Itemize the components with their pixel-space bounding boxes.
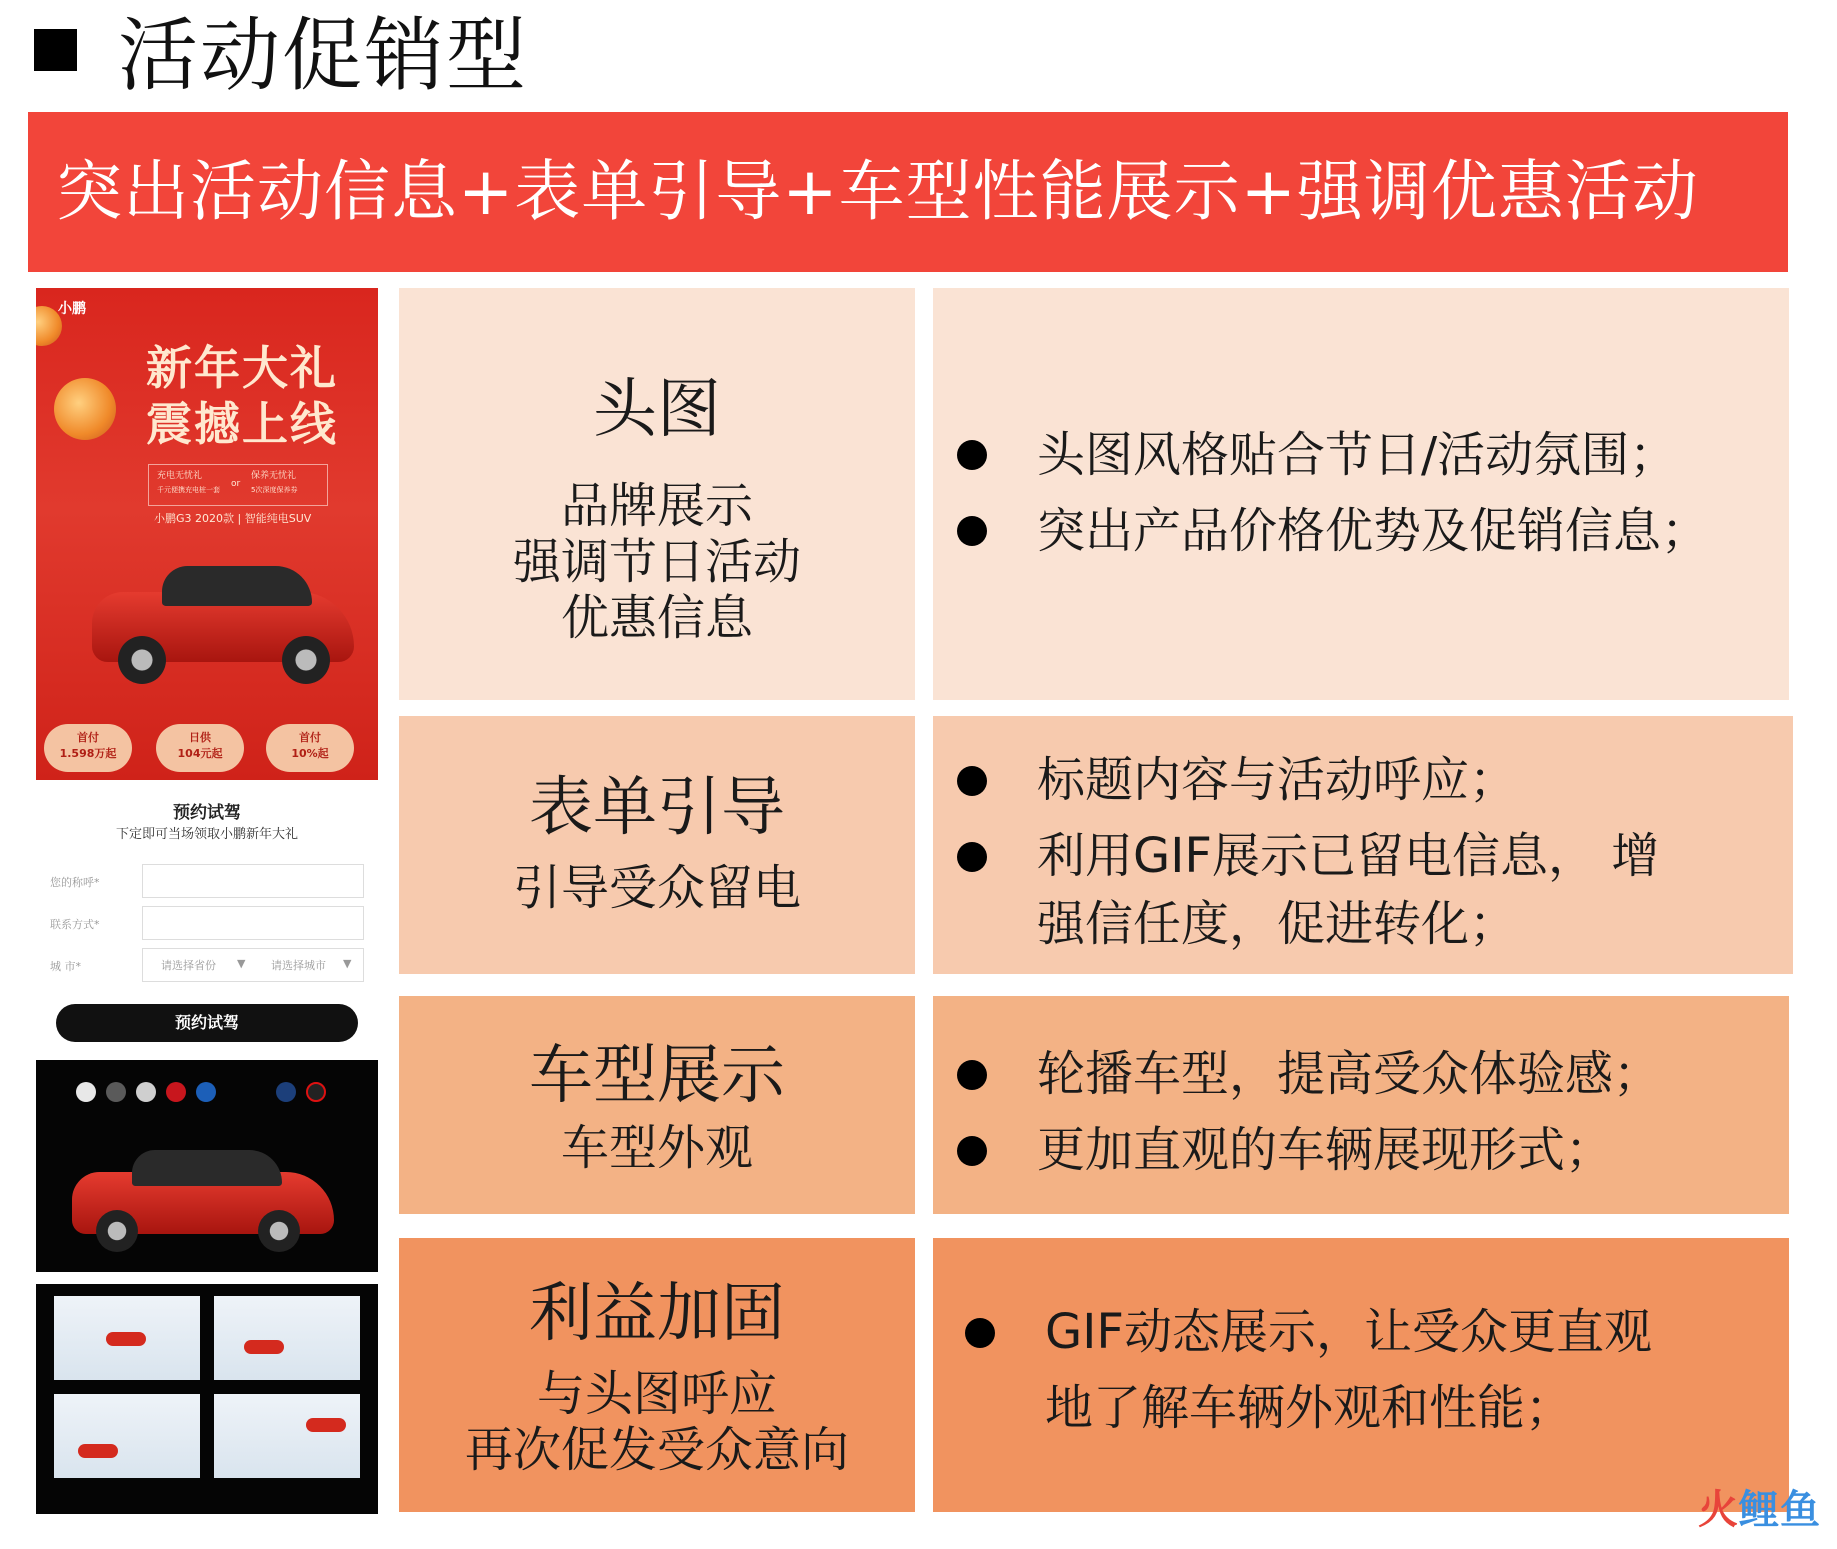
row-headimage-desc-cell (933, 288, 1789, 700)
bullet-text-continued: 地了解车辆外观和性能； (1045, 1380, 1574, 1436)
name-label: 您的称呼* (50, 876, 100, 889)
chevron-down-icon: ▼ (237, 957, 246, 970)
city-selects (142, 948, 364, 982)
bullet-dot-icon (957, 440, 987, 470)
form-subtitle: 下定即可当场领取小鹏新年大礼 (115, 827, 298, 842)
row-form-desc-cell (933, 716, 1793, 974)
city-select[interactable]: 请选择城市 (271, 959, 326, 972)
offer-left (157, 469, 220, 497)
bullet-dot-icon (957, 516, 987, 546)
lantern-icon (54, 378, 116, 440)
poster-model-text: 小鹏G3 2020款 | 智能纯电SUV (154, 512, 312, 525)
brand-logo: 小鹏 (58, 301, 86, 317)
row-model-label-cell (399, 996, 915, 1214)
feature-thumb (54, 1296, 200, 1380)
offer-pill (44, 724, 132, 772)
bullet-text: GIF动态展示，让受众更直观 (1045, 1304, 1652, 1360)
row-subtitle: 优惠信息 (560, 590, 753, 646)
color-swatch[interactable] (276, 1082, 296, 1102)
poster-offers (148, 464, 328, 506)
feature-thumb (214, 1296, 360, 1380)
color-swatch[interactable] (106, 1082, 126, 1102)
row-subtitle: 品牌展示 (560, 478, 753, 534)
city-label: 城 市* (50, 960, 81, 973)
row-headimage-label-cell (399, 288, 915, 700)
color-swatch[interactable] (76, 1082, 96, 1102)
poster-headline (146, 340, 338, 452)
row-model-desc-cell (933, 996, 1789, 1214)
form-title: 预约试驾 (173, 803, 241, 823)
title-bullet-square (34, 29, 77, 71)
color-swatch[interactable] (196, 1082, 216, 1102)
test-drive-button[interactable]: 预约试驾 (56, 1004, 358, 1042)
bullet-dot-icon (957, 766, 987, 796)
car-image (92, 556, 362, 686)
landing-page-mockup (36, 288, 378, 1514)
row-subtitle: 与头图呼应 (536, 1366, 777, 1422)
offer-left-title: 充电无忧礼 (157, 471, 203, 481)
bullet-text: 头图风格贴合节日/活动氛围； (1037, 427, 1678, 483)
phone-label: 联系方式* (50, 918, 100, 931)
row-form-label-cell (399, 716, 915, 974)
offer-pill (156, 724, 244, 772)
province-select[interactable]: 请选择省份 (161, 959, 216, 972)
row-benefit-label-cell (399, 1238, 915, 1512)
row-subtitle: 强调节日活动 (512, 534, 801, 590)
offer-left-sub: 千元便携充电桩一套 (157, 486, 220, 494)
bullet-dot-icon (965, 1318, 995, 1348)
offer-pill-label: 日供 (189, 731, 211, 744)
watermark-part1: 火 (1698, 1487, 1739, 1533)
bullet-text: 更加直观的车辆展现形式； (1037, 1122, 1614, 1178)
offer-or: or (231, 479, 241, 489)
offer-pill-label: 首付 (299, 731, 321, 744)
bullet-text: 轮播车型，提高受众体验感； (1037, 1046, 1662, 1102)
row-subtitle: 车型外观 (560, 1120, 753, 1176)
summary-banner (28, 112, 1788, 272)
offer-right (251, 469, 297, 497)
feature-gif-grid (36, 1284, 378, 1514)
check-icon[interactable] (306, 1082, 326, 1102)
bullet-text: 利用GIF展示已留电信息， 增 (1037, 828, 1660, 884)
offer-right-sub: 5次深度保养券 (251, 486, 298, 494)
bullet-dot-icon (957, 1136, 987, 1166)
bullet-dot-icon (957, 842, 987, 872)
color-swatch[interactable] (136, 1082, 156, 1102)
bullet-dot-icon (957, 1060, 987, 1090)
poster-headline-line2: 震撼上线 (146, 397, 338, 451)
row-title: 头图 (593, 373, 721, 447)
banner-text: 突出活动信息+表单引导+车型性能展示+强调优惠活动 (56, 153, 1699, 230)
name-field-row (50, 864, 365, 898)
row-title: 车型展示 (529, 1039, 785, 1113)
city-field-row (50, 948, 365, 982)
row-title: 表单引导 (529, 771, 785, 845)
page-title: 活动促销型 (118, 9, 528, 102)
offer-pill-value: 1.598万起 (59, 747, 117, 760)
offer-pill-value: 104元起 (177, 747, 223, 760)
row-title: 利益加固 (529, 1277, 785, 1351)
poster-headline-line1: 新年大礼 (146, 341, 338, 395)
phone-input[interactable] (142, 906, 364, 940)
name-input[interactable] (142, 864, 364, 898)
row-benefit-desc-cell (933, 1238, 1789, 1512)
bullet-text: 标题内容与活动呼应； (1037, 752, 1518, 808)
color-swatch[interactable] (166, 1082, 186, 1102)
feature-thumb (54, 1394, 200, 1478)
offer-right-title: 保养无忧礼 (251, 471, 297, 481)
car-color-carousel (36, 1060, 378, 1272)
feature-thumb (214, 1394, 360, 1478)
offer-pill (266, 724, 354, 772)
car-image (72, 1142, 342, 1252)
row-subtitle: 再次促发受众意向 (464, 1422, 849, 1478)
chevron-down-icon: ▼ (343, 957, 352, 970)
watermark-part2: 鲤鱼 (1739, 1487, 1821, 1533)
watermark-logo (1698, 1478, 1821, 1535)
row-subtitle: 引导受众留电 (512, 860, 801, 916)
poster-head-image (36, 288, 378, 780)
offer-pill-label: 首付 (77, 731, 99, 744)
bullet-text: 突出产品价格优势及促销信息； (1037, 503, 1710, 559)
offer-pill-value: 10%起 (291, 747, 329, 760)
phone-field-row (50, 906, 365, 940)
bullet-text-continued: 强信任度，促进转化； (1037, 896, 1518, 952)
